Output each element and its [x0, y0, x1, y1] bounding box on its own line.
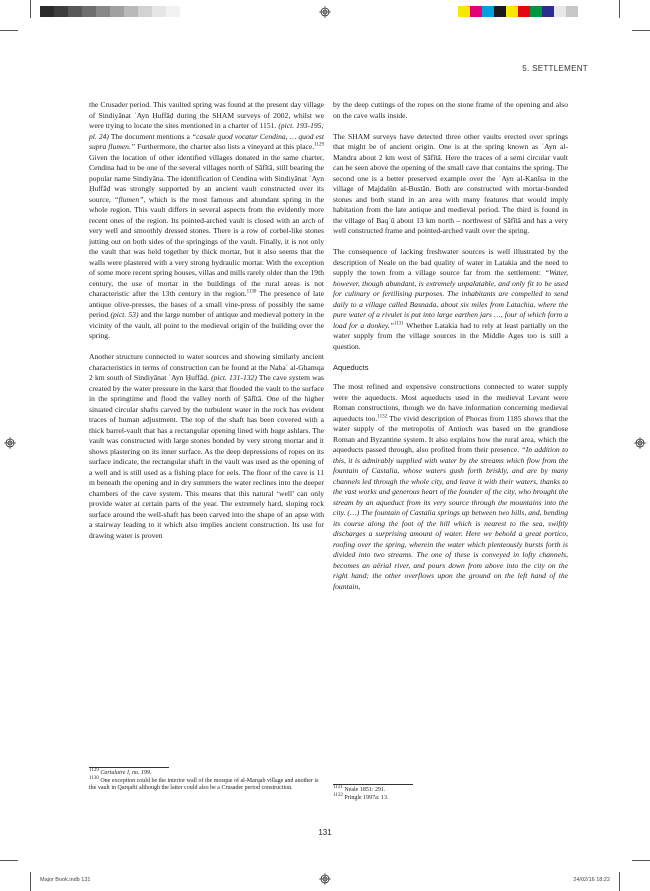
gray-swatch	[124, 6, 138, 17]
gray-swatch	[166, 6, 180, 17]
gray-swatch	[110, 6, 124, 17]
paragraph: Another structure connected to water sources and showing similarly ancient characteristics in terms of construction can be found at the Nabaʿ al-Ghamqa 2 km south of Sindiyānat ʿAyn Ḥuffāḍ. (pict. 131-132) The cave system was created by the water pressure in the karst that flooded the vault to the surface in the springtime and flood the valley north of Ṣāfītā. One of the higher situated circular shafts carved by the turbulent water in the rock has evident traces of human adjustment. The top of the shaft has been covered with a thick barrel-vault that has a rectangular opening lined with huge ashlars. The vault was constructed with large stones bonded by very strong mortar and it shows plastering on its inner surface. As the deep depressions of ropes on its surface indicate, the rectangular shaft in the vault was used as the opening of a well and is still used as a fishing place for eels. The floor of the cave is 11 m beneath the opening and in dry summers the water reclines into the deeper chambers of the cave system. This means that this natural ‘well’ can only provide water at certain parts of the year. The extremely hard, sloping rock surface around the well-shaft has been carved into the shape of an apse with a stairway leading to it which also implies ancient construction. Its use for drawing water is proven	[89, 352, 324, 540]
paragraph: The consequence of lacking freshwater sources is well illustrated by the description of Neale on the bad quality of water in Latakia and the need to supply the town from a village source far from the settlement: “Water, however, though abundant, is extremely unpalatable, and only fit to be used for culinary or fertilising purposes. The inhabitants are compelled to send daily to a village called Basnada, about six miles from Latachia, where the pure water of a rivulet is put into large earthen jars …, four of which form a load for a donkey.”$^{1131}$ Whether Latakia had to rely at least partially on the water supply from the village sources in the Middle Ages too is still a question.	[333, 247, 568, 351]
color-swatch	[554, 6, 566, 17]
color-swatch	[482, 6, 494, 17]
footnote-rule	[333, 784, 413, 785]
gray-swatch	[68, 6, 82, 17]
color-swatch	[494, 6, 506, 17]
gray-swatch	[82, 6, 96, 17]
slug-date: 24/02/16 18:22	[573, 877, 610, 883]
color-swatch	[530, 6, 542, 17]
paragraph: by the deep cuttings of the ropes on the stone frame of the opening and also on the cave walls inside.	[333, 100, 568, 120]
crop-mark	[30, 872, 31, 891]
registration-mark-icon	[4, 437, 16, 449]
color-swatch	[506, 6, 518, 17]
crop-mark	[632, 30, 650, 31]
gray-swatch	[96, 6, 110, 17]
footnote-rule	[89, 767, 169, 768]
color-swatch	[458, 6, 470, 17]
color-swatch	[542, 6, 554, 17]
footnote: $^{1130}$ One exception could be the interior wall of the mosque of al-Marqab village and another is the vault in Qarqaftī although the latter could also be a Crusader period construction.	[89, 775, 319, 792]
footnotes-right	[333, 784, 568, 802]
running-header: 5. SETTLEMENT	[522, 64, 588, 73]
registration-mark-icon	[319, 873, 331, 885]
right-column	[333, 100, 568, 603]
paragraph: The SHAM surveys have detected three other vaults erected over springs that might be of ancient origin. One is at the spring known as ʿAyn al-Mandra about 2 km west of Ṣāfītā. Here the traces of a semi circular vault can be seen above the opening of the small cave that contains the spring. The second one is a better preserved example over the ʿAyn al-Kanīsa in the village of Majdalūn al-Bustān. Both are constructed with mortar-bonded stones and both stand in an area with many features that would imply habitation from the late antique and medieval period. The third is found in the village of Baqʿū about 13 km north – northwest of Ṣāfītā and has a very well constructed frame and pointed-arched vault over the spring.	[333, 131, 568, 235]
section-heading: Aqueducts	[333, 362, 369, 372]
crop-mark	[0, 860, 18, 861]
color-swatch	[518, 6, 530, 17]
crop-mark	[619, 872, 620, 891]
footnote-ref: 1132	[377, 413, 388, 419]
page-number: 131	[318, 828, 332, 837]
footnote-ref: 1129	[314, 142, 324, 148]
slug-file: Major Book.indb 131	[40, 877, 91, 883]
left-column	[89, 100, 324, 552]
footnote-ref: 1131	[393, 320, 404, 326]
color-swatch	[470, 6, 482, 17]
gray-swatch	[40, 6, 54, 17]
footnote-ref: 1130	[246, 289, 257, 295]
registration-mark-icon	[634, 437, 646, 449]
crop-mark	[0, 30, 18, 31]
gray-swatch	[54, 6, 68, 17]
paragraph: The most refined and expensive constructions connected to water supply were the aqueducts. Most aqueducts used in the medieval Levant were Roman constructions, though we do have information concerning medieval aqueducts too.$^{1132}$ The vivid description of Phocas from 1185 shows that the water supply of the metropolis of Antioch was based on the grandiose Roman and Byzantine system. It also explains how the rural area, which the aqueducts passed through, also profited from their presence. “In addition to this, it is admirably supplied with water by the streams which flow from the fountain of Castalia, whose waters gush forth briskly, and are by many channels led through the whole city, and leave it with their waters, thanks to the vast works and generous heart of the founder of the city, who brought the stream by an aqueduct from its very source through the mountains into the city. (…) The fountain of Castalia springs up between two hills, and, bending its course along the foot of the hill which is nearest to the sea, swiftly discharges a surprising amount of water. Here we behold a great portico, roofing over the spring, wherein the water which plenteously bursts forth is divided into two streams. The one of these is conveyed in lofty channels, becomes an aërial river, and pours down from above into the city on the right hand; the other overflows upon the ground on the left hand of the fountain,	[333, 382, 568, 591]
gray-swatch	[152, 6, 166, 17]
crop-mark	[632, 860, 650, 861]
footnote: $^{1132}$ Pringle 1997a: 13.	[333, 792, 389, 801]
footnotes-left	[89, 767, 324, 793]
color-swatch	[566, 6, 578, 17]
crop-mark	[619, 0, 620, 18]
footnote: $^{1131}$ Neale 1851: 291.	[333, 785, 386, 793]
crop-mark	[30, 0, 31, 18]
gray-swatch	[138, 6, 152, 17]
registration-mark-icon	[319, 6, 331, 18]
footnote: $^{1129}$ Cartulaire I, no. 199.	[89, 768, 152, 776]
paragraph: the Crusader period. This vaulted spring was found at the present day village of Sindiyānat ʿAyn Ḥuffāḍ during the SHAM surveys of 2002, whilst we were trying to locate the sites mentioned in a charter of 1151. (pict. 193-195; pl. 24) The document mentions a “casale quod vocatur Cendina, … quod est supra flumen.” Furthermore, the charter also lists a vineyard at this place.$^{1129}$ Given the location of other identified villages donated in the same charter, Cendina had to be one of the several villages north of Ṣāfītā, still bearing the popular name Sindiyāna. The identification of Cendina with Sindiyānat ʿAyn Ḥuffāḍ was strongly supported by an ancient vault constructed over its source, “flumen”, which is the most famous and abundant spring in the whole region. This vault differs in several aspects from the evidently more recent ones of the region. Its pointed-arched vault is closed with an arch of very well and smoothly dressed stones. There is a row of corbel-like stones jutting out on both sides of the springings of the vault. Finally, it is not only the vault that was held together by thick mortar, but it also seems that the walls were plastered with a very strong hydraulic mortar. With the exception of some more recent spring houses, villas and mills rarely older than the 19th century, the use of mortar in the buildings of the rural areas is not characteristic after the 13th century in the region.$^{1130}$ The presence of late antique olive-presses, the bases of a small vine-press of possibly the same period (pict. 53) and the large number of antique and medieval pottery in the vicinity of the vault, all point to the medieval origin of the building over the spring.	[89, 100, 325, 340]
